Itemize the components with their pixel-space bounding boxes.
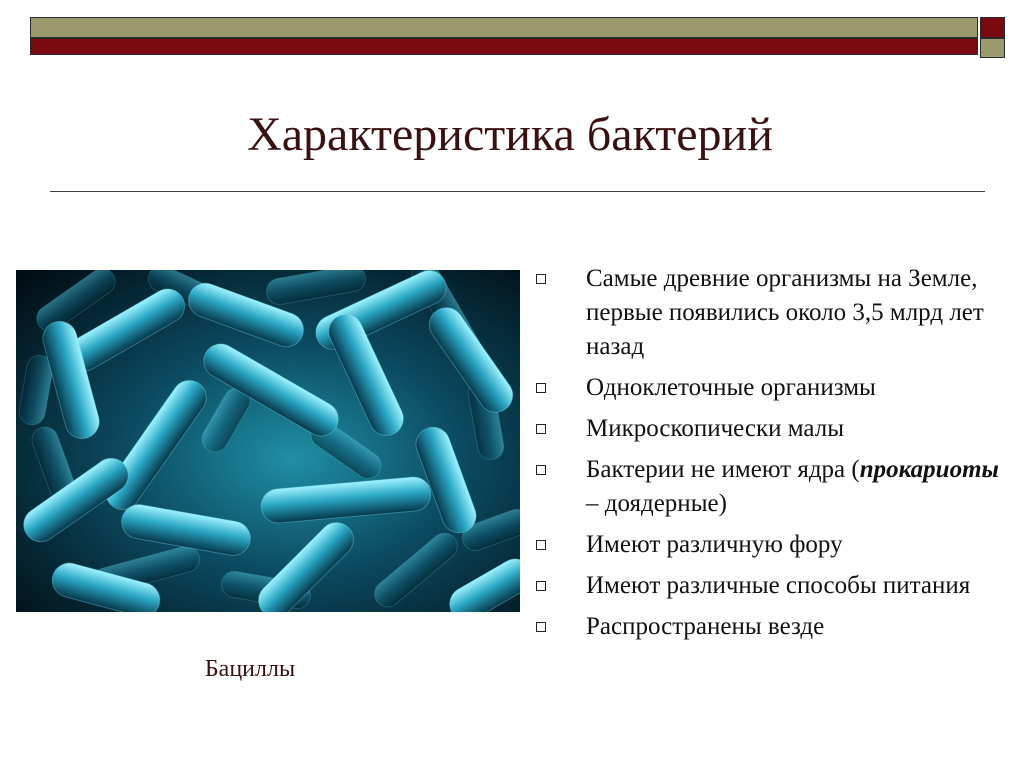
bullet-item xyxy=(530,371,1000,405)
hollow-square-bullet-icon xyxy=(536,383,546,393)
bullet-item xyxy=(530,528,1000,562)
header-olive-bar xyxy=(30,17,978,38)
bullet-emphasis: прокариоты xyxy=(859,456,999,483)
bullet-item xyxy=(530,569,1000,603)
image-caption: Бациллы xyxy=(204,656,296,682)
bullet-text: Распространены везде xyxy=(586,613,825,640)
bullet-text-start: Бактерии не имеют ядра ( xyxy=(586,456,860,483)
hollow-square-bullet-icon xyxy=(536,581,546,591)
hollow-square-bullet-icon xyxy=(536,274,546,284)
bullet-item xyxy=(530,262,1000,364)
bullet-text-end: – доядерные) xyxy=(586,490,727,517)
header-red-bar xyxy=(30,38,978,55)
hollow-square-bullet-icon xyxy=(536,424,546,434)
header-corner-red-square xyxy=(980,17,1005,38)
hollow-square-bullet-icon xyxy=(536,540,546,550)
hollow-square-bullet-icon xyxy=(536,465,546,475)
header-corner-olive-square xyxy=(980,38,1005,58)
slide-title: Характеристика бактерий xyxy=(247,108,773,161)
bullet-text: Микроскопически малы xyxy=(586,415,845,442)
bullet-text: Имеют различную фору xyxy=(586,531,843,558)
hollow-square-bullet-icon xyxy=(536,622,546,632)
bullet-item xyxy=(530,610,1000,644)
title-divider xyxy=(50,191,985,192)
bullet-item xyxy=(530,453,1000,521)
bacilli-photo xyxy=(16,270,520,612)
bullet-text: Самые древние организмы на Земле, первые появились около 3,5 млрд лет назад xyxy=(586,265,984,360)
bullet-item xyxy=(530,412,1000,446)
bullet-text: Одноклеточные организмы xyxy=(586,374,876,401)
bullet-text: Имеют различные способы питания xyxy=(586,572,971,599)
bullet-list xyxy=(530,262,1000,651)
